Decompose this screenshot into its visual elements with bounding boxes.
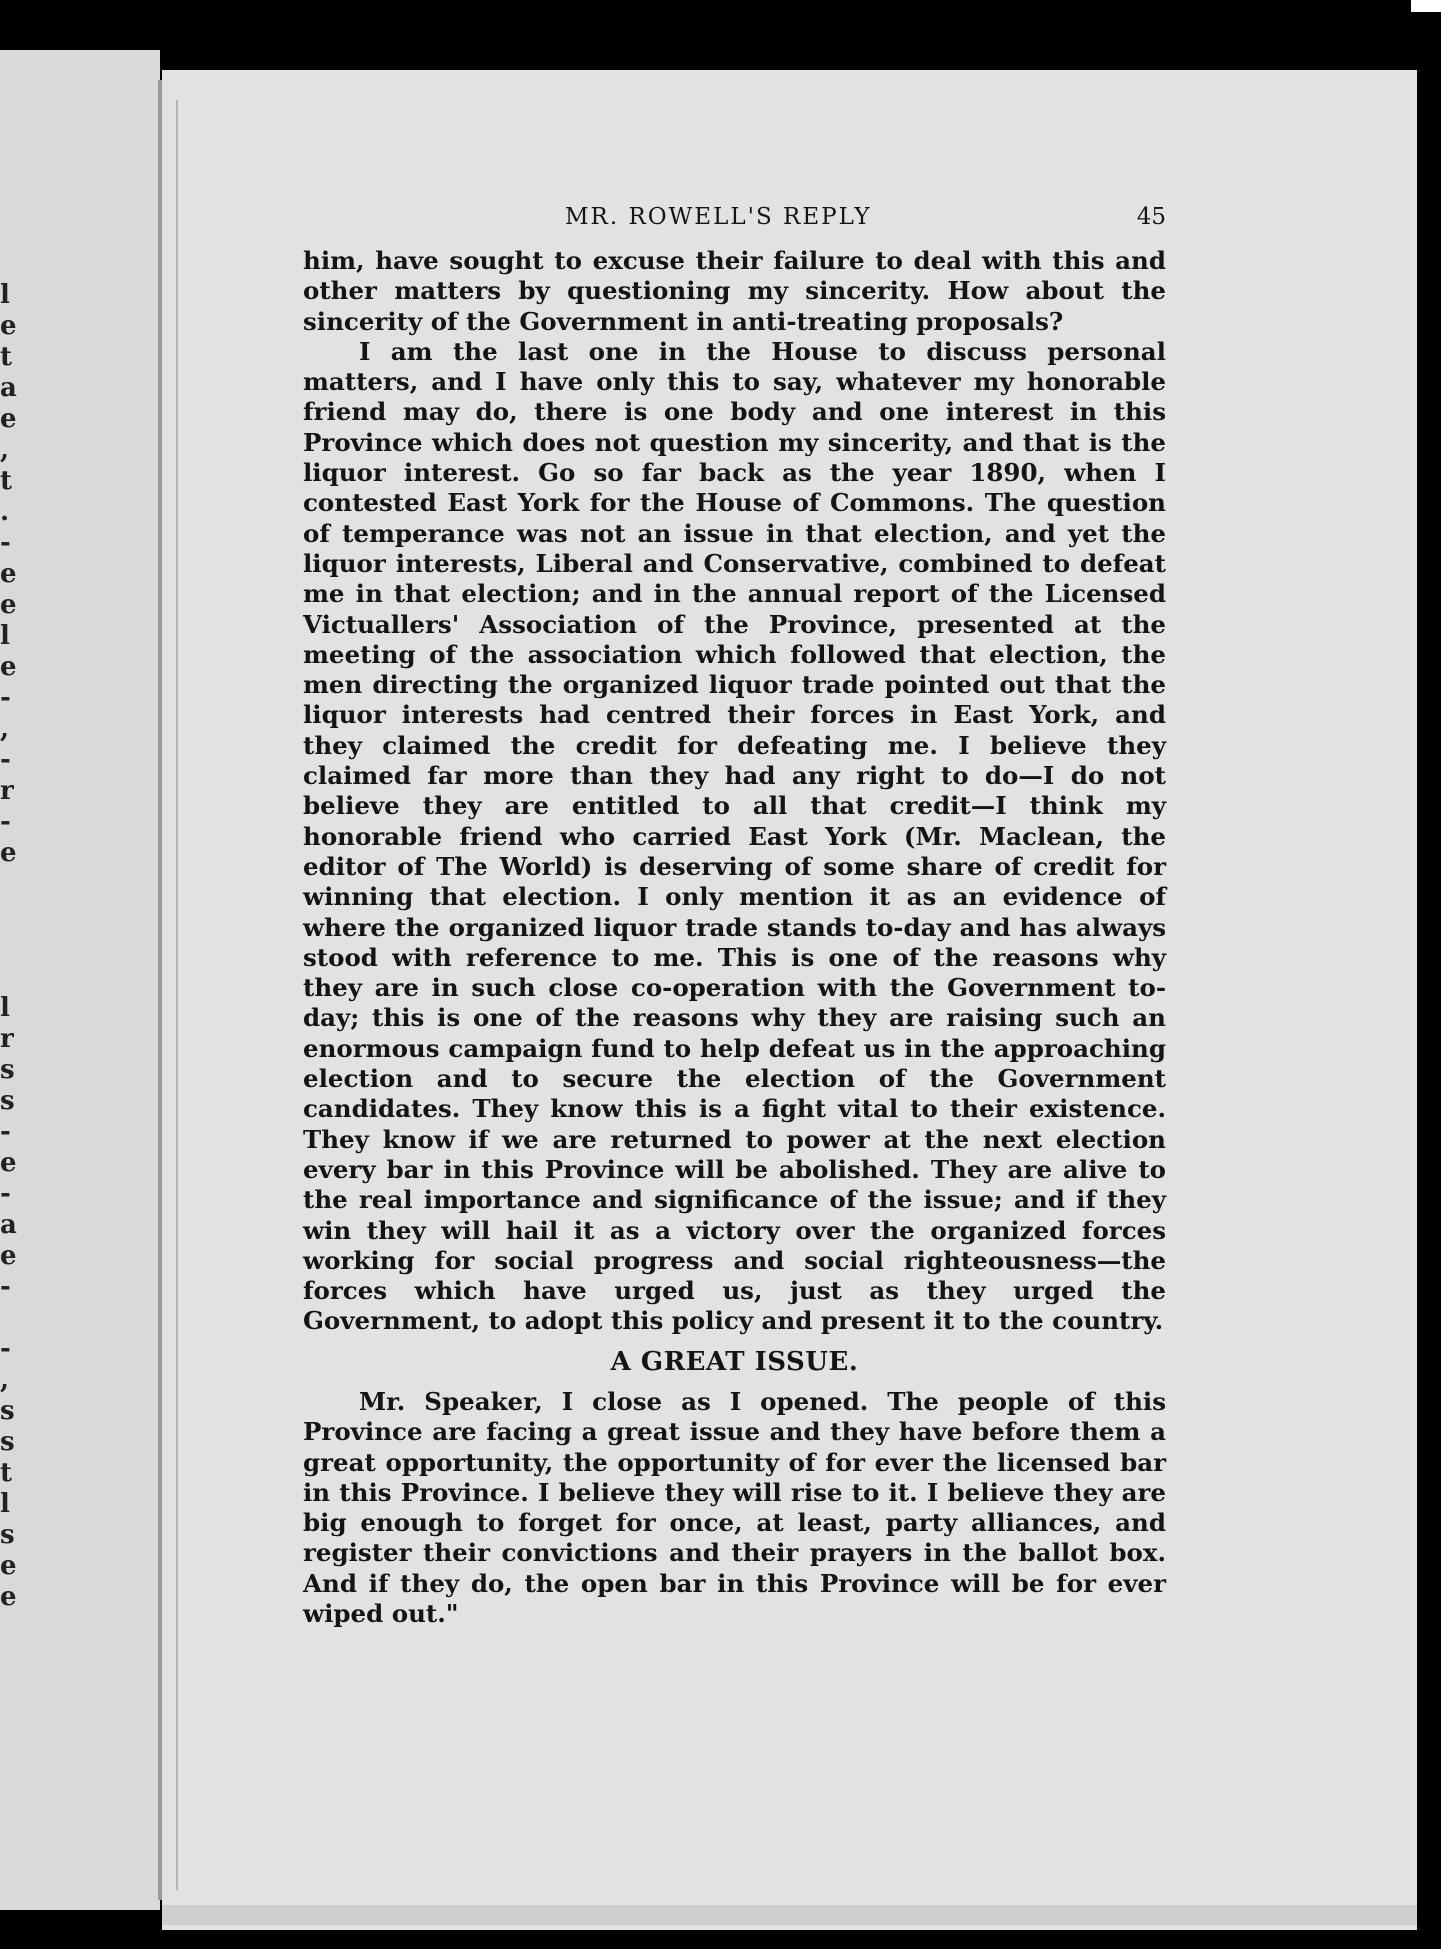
left-fragment-char [0, 900, 20, 931]
left-fragment-char: t [0, 466, 13, 496]
left-fragment-char: l [0, 621, 10, 651]
left-fragment-char: r [0, 1024, 14, 1054]
left-fragment-char [0, 962, 20, 993]
left-fragment-char: l [0, 993, 10, 1023]
left-fragment-char: e [0, 838, 17, 868]
page-text-block [303, 200, 1166, 1629]
left-fragment-char: s [0, 1520, 15, 1550]
left-fragment-char: s [0, 1086, 15, 1116]
left-fragment-char: - [0, 807, 11, 837]
left-fragment-char [0, 931, 20, 962]
left-fragment-char: s [0, 1427, 15, 1457]
left-fragment-char: - [0, 683, 11, 713]
left-fragment-char: s [0, 1396, 15, 1426]
left-fragment-char: - [0, 528, 11, 558]
gutter-line [176, 100, 178, 1890]
page-number: 45 [1136, 204, 1166, 230]
page-bottom-edge [162, 1905, 1417, 1925]
left-fragment-char: s [0, 1055, 15, 1085]
scan-corner-mark [1411, 0, 1441, 12]
paragraph-continued: him, have sought to excuse their failure to deal with this and other matters by questioning my sincerity. How about the sincerity of the Government in anti-treating proposals? [303, 246, 1166, 336]
left-fragment-char: t [0, 342, 13, 372]
left-fragment-char: , [0, 714, 10, 744]
left-fragment-char: a [0, 373, 17, 403]
left-fragment-char: e [0, 590, 17, 620]
left-fragment-char: t [0, 1458, 13, 1488]
left-fragment-char: - [0, 745, 11, 775]
left-fragment-char: . [0, 497, 10, 527]
left-fragment-char: a [0, 1210, 17, 1240]
left-fragment-char: , [0, 1365, 10, 1395]
left-fragment-char: l [0, 280, 10, 310]
running-header [303, 200, 1166, 246]
left-fragment-char: l [0, 1489, 10, 1519]
left-fragment-char: - [0, 1179, 11, 1209]
left-fragment-char: e [0, 559, 17, 589]
left-fragment-char: - [0, 1334, 11, 1364]
paragraph-liquor-interest: I am the last one in the House to discuss personal matters, and I have only this to say, whatever my honorable friend may do, there is one body and one interest in this Province which does not question my sincerity, and that is the liquor interest. Go so far back as the year 1890, when I contested East York for the House of Commons. The question of temperance was not an issue in that election, and yet the liquor interests, Liberal and Conservative, combined to defeat me in that election; and in the annual report of the Licensed Victuallers' Association of the Province, presented at the meeting of the association which followed that election, the men directing the organized liquor trade pointed out that the liquor interests had centred their forces in East York, and they claimed the credit for defeating me. I believe they claimed far more than they had any right to do—I do not believe they are entitled to all that credit—I think my honorable friend who carried East York (Mr. Maclean, the editor of The World) is deserving of some share of credit for winning that election. I only mention it as an evidence of where the organized liquor trade stands to-day and has always stood with reference to me. This is one of the reasons why they are in such close co-operation with the Government to-day; this is one of the reasons why they are raising such an enormous campaign fund to help defeat us in the approaching election and to secure the election of the Government candidates. They know this is a fight vital to their existence. They know if we are returned to power at the next election every bar in this Province will be abolished. They are alive to the real importance and significance of the issue; and if they win they will hail it as a victory over the organized forces working for social progress and social righteousness—the forces which have urged us, just as they urged the Government, to adopt this policy and present it to the country. [303, 336, 1166, 1336]
left-fragment-char: e [0, 1148, 17, 1178]
left-fragment-char: , [0, 435, 10, 465]
left-fragment-char: e [0, 1241, 17, 1271]
left-fragment-char [0, 1303, 20, 1334]
left-fragment-char [0, 869, 20, 900]
paragraph-closing: Mr. Speaker, I close as I opened. The people of this Province are facing a great issue and they have before them a great opportunity, the opportunity of for ever the licensed bar in this Province. I believe they will rise to it. I believe they are big enough to forget for once, at least, party alliances, and register their convictions and their prayers in the ballot box. And if they do, the open bar in this Province will be for ever wiped out." [303, 1386, 1166, 1629]
left-page-text-fragments [0, 280, 20, 1680]
running-head-title: MR. ROWELL'S REPLY [565, 204, 872, 230]
left-fragment-char: - [0, 1117, 11, 1147]
left-fragment-char: e [0, 1551, 17, 1581]
section-heading: A GREAT ISSUE. [610, 1346, 859, 1377]
left-fragment-char: e [0, 404, 17, 434]
left-fragment-char: - [0, 1272, 11, 1302]
left-fragment-char: e [0, 652, 17, 682]
left-page-edge [0, 50, 160, 1910]
left-fragment-char: r [0, 776, 14, 806]
left-fragment-char: e [0, 1582, 17, 1612]
left-fragment-char: e [0, 311, 17, 341]
